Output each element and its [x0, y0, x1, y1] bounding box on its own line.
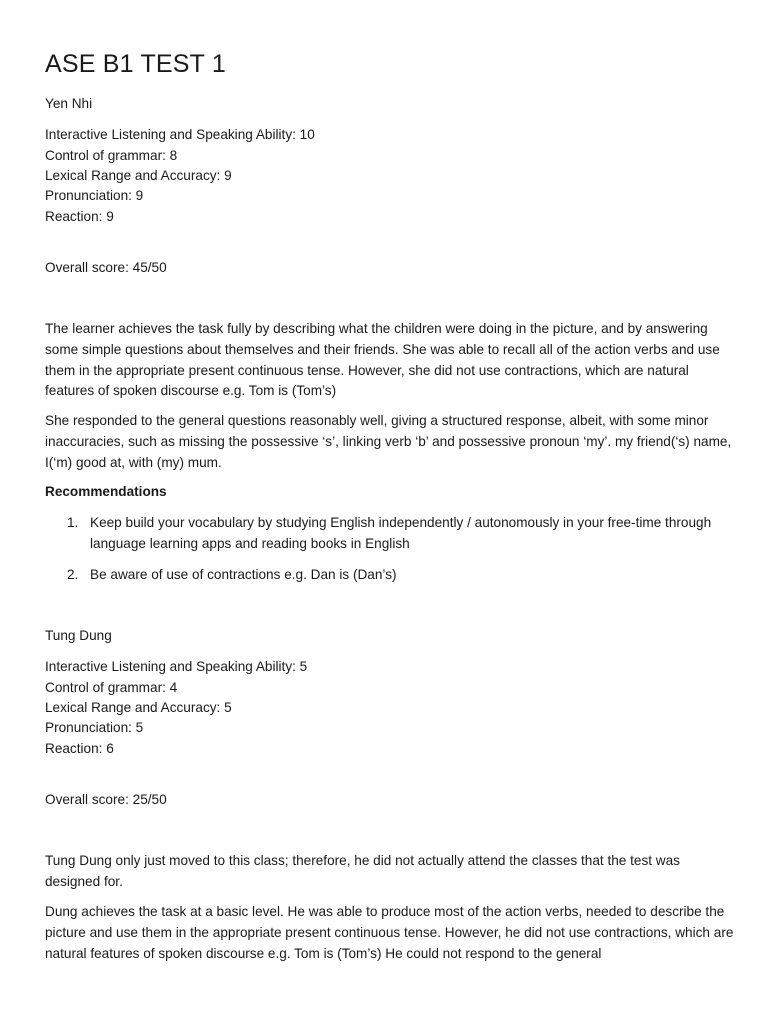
assessment-paragraph: Tung Dung only just moved to this class; therefore, he did not actually attend the classes that the test was designed for.: [45, 853, 680, 889]
recommendations-heading: Recommendations: [45, 484, 167, 499]
student-name-yen-nhi: Yen Nhi: [45, 96, 93, 111]
list-item-text: Keep build your vocabulary by studying English independently / autonomously in your free-time through language learning apps and reading books in English: [90, 515, 712, 551]
score-line: Interactive Listening and Speaking Ability: 5: [45, 659, 308, 674]
assessment-paragraph: She responded to the general questions reasonably well, giving a structured response, albeit, with some minor inaccuracies, such as missing the possessive ‘s’, linking verb ‘b’ and possessive pronoun ‘my’. my friend(‘s) name, I(‘m) good at, with (my) mum.: [45, 413, 732, 470]
list-item-number: 1.: [67, 515, 79, 530]
assessment-paragraph: Dung achieves the task at a basic level. He was able to produce most of the action verbs, needed to describe the picture and use them in the appropriate present continuous tense. However, he did not use contractions, which are natural features of spoken discourse e.g. Tom is (Tom’s) He could not respond to the general: [45, 904, 734, 961]
score-line: Control of grammar: 8: [45, 147, 178, 163]
score-line: Pronunciation: 9: [45, 188, 144, 203]
score-line: Reaction: 9: [45, 208, 114, 224]
score-line: Interactive Listening and Speaking Ability: 10: [45, 127, 315, 142]
score-line: Control of grammar: 4: [45, 679, 178, 695]
score-line: Reaction: 6: [45, 740, 114, 756]
student-name-tung-dung: Tung Dung: [45, 628, 112, 643]
list-item-number: 2.: [67, 567, 79, 582]
list-item-text: Be aware of use of contractions e.g. Dan is (Dan’s): [90, 567, 397, 582]
document-title: ASE B1 TEST 1: [45, 50, 226, 78]
assessment-paragraph: The learner achieves the task fully by describing what the children were doing in the picture, and by answering some simple questions about themselves and their friends. She was able to recall all of the action verbs and use them in the appropriate present continuous tense. However, she did not use contractions, which are natural features of spoken discourse e.g. Tom is (Tom’s): [45, 321, 720, 399]
overall-score: Overall score: 45/50: [45, 260, 167, 275]
score-line: Lexical Range and Accuracy: 9: [45, 168, 232, 183]
overall-score: Overall score: 25/50: [45, 792, 167, 807]
score-line: Lexical Range and Accuracy: 5: [45, 700, 232, 715]
score-line: Pronunciation: 5: [45, 720, 144, 735]
